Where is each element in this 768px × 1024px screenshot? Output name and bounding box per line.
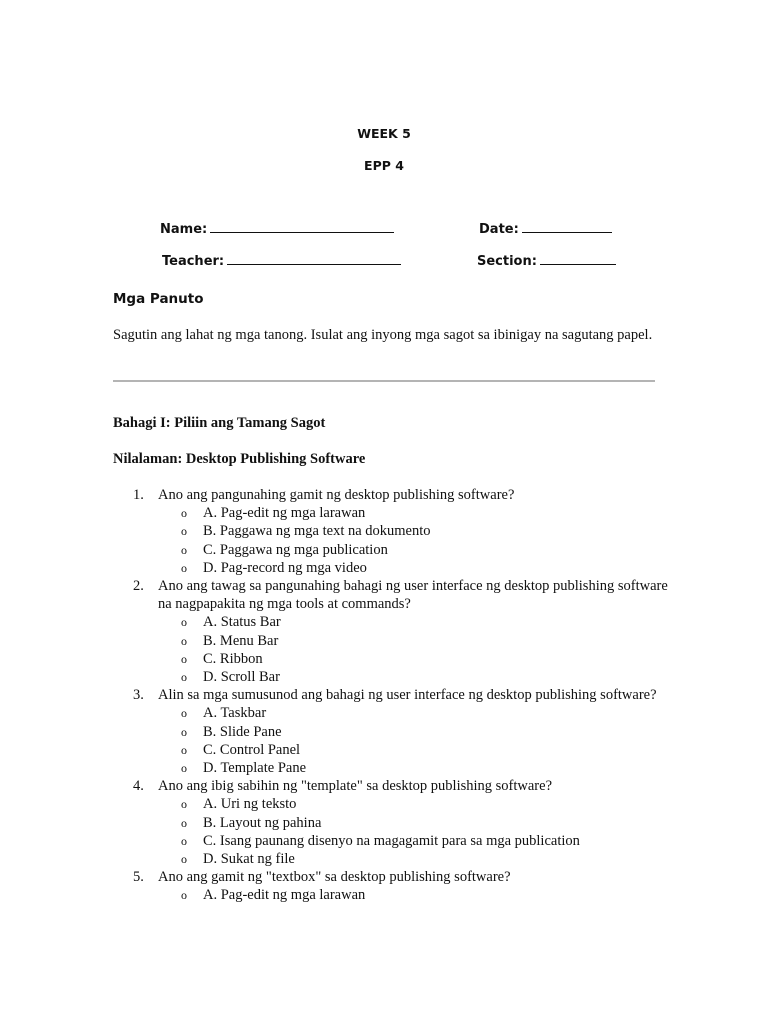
answer-option-text: C. Ribbon <box>203 650 263 667</box>
divider <box>113 380 655 382</box>
answer-option-text: A. Status Bar <box>203 614 281 631</box>
question-item <box>113 486 673 504</box>
question-text: Ano ang pangunahing gamit ng desktop publishing software? <box>158 487 515 503</box>
question-item <box>113 577 673 613</box>
question-number: 5. <box>133 869 144 886</box>
bullet-icon: o <box>181 524 187 539</box>
answer-option <box>113 850 673 868</box>
instructions-title: Mga Panuto <box>113 291 204 307</box>
answer-option <box>113 814 673 832</box>
answer-option-text: B. Layout ng pahina <box>203 814 322 831</box>
date-blank[interactable] <box>522 222 612 233</box>
bullet-icon: o <box>181 797 187 812</box>
bullet-icon: o <box>181 651 187 666</box>
question-number: 4. <box>133 778 144 795</box>
question-list <box>113 486 673 905</box>
question-item <box>113 686 673 704</box>
bullet-icon: o <box>181 888 187 903</box>
answer-option <box>113 832 673 850</box>
date-field <box>479 222 612 237</box>
bullet-icon: o <box>181 742 187 757</box>
answer-option-text: A. Uri ng teksto <box>203 796 297 813</box>
answer-option <box>113 886 673 904</box>
question-item <box>113 777 673 795</box>
answer-option <box>113 668 673 686</box>
section-label: Section: <box>477 254 537 269</box>
answer-option-text: D. Template Pane <box>203 760 307 777</box>
question-number: 1. <box>133 487 144 503</box>
bullet-icon: o <box>181 633 187 648</box>
bullet-icon: o <box>181 833 187 848</box>
bullet-icon: o <box>181 852 187 867</box>
answer-option <box>113 504 673 522</box>
subject-heading: EPP 4 <box>364 158 404 173</box>
answer-option-text: D. Sukat ng file <box>203 851 295 868</box>
teacher-blank[interactable] <box>227 254 401 265</box>
section-field <box>477 254 616 269</box>
part-title: Bahagi I: Piliin ang Tamang Sagot <box>113 415 326 431</box>
bullet-icon: o <box>181 506 187 521</box>
answer-option <box>113 795 673 813</box>
bullet-icon: o <box>181 706 187 721</box>
section-blank[interactable] <box>540 254 616 265</box>
bullet-icon: o <box>181 670 187 685</box>
answer-option <box>113 613 673 631</box>
answer-option <box>113 723 673 741</box>
answer-option <box>113 704 673 722</box>
question-number: 3. <box>133 687 144 704</box>
question-number: 2. <box>133 578 144 595</box>
answer-option-text: C. Paggawa ng mga publication <box>203 541 388 558</box>
question-item <box>113 868 673 886</box>
answer-option <box>113 541 673 559</box>
answer-option-text: A. Pag-edit ng mga larawan <box>203 505 366 522</box>
question-text: Ano ang ibig sabihin ng "template" sa desktop publishing software? <box>158 778 553 795</box>
answer-option-text: B. Slide Pane <box>203 723 282 740</box>
teacher-label: Teacher: <box>162 254 225 269</box>
week-heading: WEEK 5 <box>357 126 411 141</box>
answer-option <box>113 759 673 777</box>
name-field <box>160 222 394 237</box>
answer-option-text: C. Isang paunang disenyo na magagamit para sa mga publication <box>203 832 580 849</box>
answer-option-text: C. Control Panel <box>203 741 301 758</box>
teacher-field <box>162 254 401 269</box>
question-text: Ano ang gamit ng "textbox" sa desktop publishing software? <box>158 869 511 886</box>
answer-option-text: D. Scroll Bar <box>203 669 280 686</box>
content-title: Nilalaman: Desktop Publishing Software <box>113 451 366 467</box>
date-label: Date: <box>479 222 519 237</box>
answer-option-text: A. Taskbar <box>203 705 267 722</box>
bullet-icon: o <box>181 761 187 776</box>
answer-option-text: B. Menu Bar <box>203 632 279 649</box>
answer-option <box>113 559 673 577</box>
bullet-icon: o <box>181 542 187 557</box>
answer-option <box>113 650 673 668</box>
answer-option <box>113 741 673 759</box>
name-label: Name: <box>160 222 208 237</box>
bullet-icon: o <box>181 615 187 630</box>
answer-option <box>113 522 673 540</box>
answer-option-text: B. Paggawa ng mga text na dokumento <box>203 523 431 540</box>
bullet-icon: o <box>181 560 187 575</box>
answer-option-text: A. Pag-edit ng mga larawan <box>203 887 366 904</box>
bullet-icon: o <box>181 724 187 739</box>
question-text: Ano ang tawag sa pangunahing bahagi ng user interface ng desktop publishing software na nagpapakita ng mga tools at commands? <box>158 578 668 613</box>
answer-option-text: D. Pag-record ng mga video <box>203 559 367 576</box>
instructions-text: Sagutin ang lahat ng mga tanong. Isulat ang inyong mga sagot sa ibinigay na sagutang papel. <box>113 327 653 343</box>
name-blank[interactable] <box>210 222 394 233</box>
bullet-icon: o <box>181 815 187 830</box>
question-text: Alin sa mga sumusunod ang bahagi ng user interface ng desktop publishing software? <box>158 687 657 704</box>
answer-option <box>113 632 673 650</box>
